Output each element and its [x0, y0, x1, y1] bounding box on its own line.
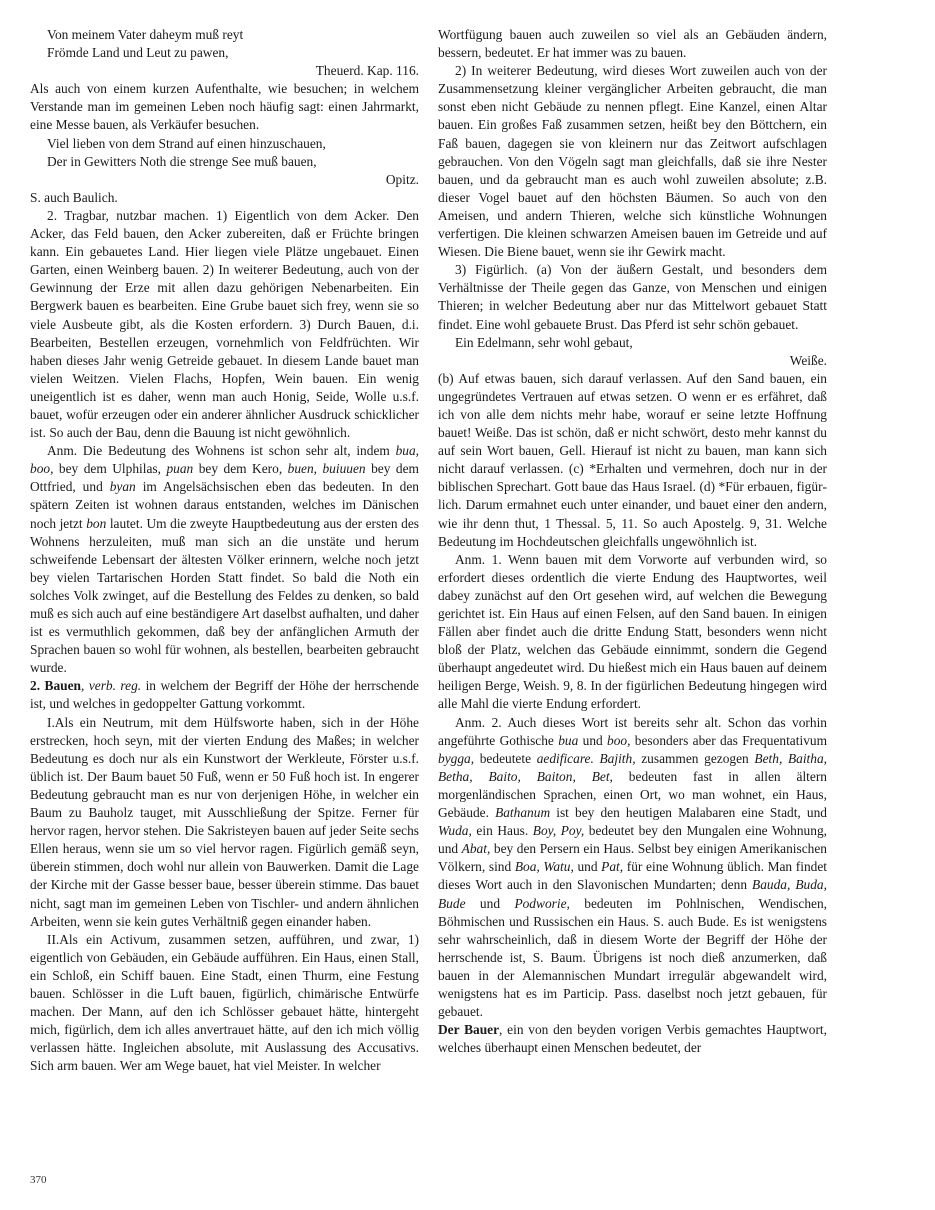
paragraph: Wortfügung bauen auch zuweilen so viel als an Gebäuden ändern, bessern, bedeutet. Er hat immer was zu bauen.	[438, 27, 827, 61]
verse-line: Viel lieben von dem Strand auf einen hinzuschauen,	[47, 135, 326, 151]
italic-term: Beth, Baitha, Betha, Baito, Baiton, Bet,	[438, 750, 827, 784]
entry-headword: 2. Bauen	[30, 678, 81, 694]
italic-term: byan	[109, 479, 136, 495]
verse-line: Frömde Land und Leut zu pawen,	[47, 45, 229, 61]
italic-term: puan	[166, 461, 194, 477]
italic-term: Boa, Watu,	[514, 859, 574, 875]
paragraph: 2) In weiterer Bedeutung, wird dieses Wort zuweilen auch von der Zusammensetzung kleiner vergänglicher Arbeiten gebraucht, die man sonst eben nicht Gebäude zu nennen pflegt. Eine Kanzel, einen Altar bauen. Ein großes Faß zusammen setzen, heißt bey den Böttchern, ein Faß bauen, dagegen sie von kleinern nur das Zeitwort aufschlagen gebrauchen. Von den Vögeln sagt man gleichfalls, daß sie ihre Nester bauen, und da gebraucht man es auch wohl zuweilen absolute; z.B. dieser Vogel bauet auf den höchsten Bäumen. So auch von den Ameisen, und andern Thieren, welche sich künstliche Wohnungen verfertigen. Die kleinen schwarzen Ameisen bauen im Getreide und auf Wiesen. Die Biene bauet, wenn sie ihr Gewirk macht.	[438, 63, 827, 260]
quote-source: Weiße.	[789, 352, 827, 368]
quote-source: Opitz.	[385, 171, 419, 187]
entry-paragraph	[438, 1021, 827, 1057]
text-run: und	[573, 859, 602, 875]
text-run: ,	[80, 678, 89, 694]
entry-headword: Der Bauer	[438, 1022, 500, 1038]
quote-source: Theuerd. Kap. 116.	[315, 63, 419, 79]
text-run: bey den Persern ein Haus. Selbst bey einigen Amerikanischen Völkern, sind	[438, 841, 828, 875]
text-run: ein Haus.	[471, 823, 533, 839]
entry-paragraph	[30, 677, 419, 713]
text-run: im Angelsächsischen eben das bedeuten. In den spätern Zeiten ist wohnen daraus entstanden, welches im Dänischen noch jetzt	[30, 479, 419, 531]
text-run: ist bey den heutigen Malabaren eine Stadt, und	[550, 805, 827, 821]
italic-term: Boy, Poy,	[532, 823, 585, 839]
italic-term: Bathanum	[495, 805, 551, 821]
text-run: zusammen gezogen	[635, 750, 755, 766]
right-column	[438, 26, 827, 1057]
italic-term: bon	[86, 515, 107, 531]
paragraph-annotation	[30, 442, 419, 677]
text-run: für eine Wohnung üblich. Man findet dieses Wort auch in den Slavonischen Mundarten; denn	[438, 859, 827, 893]
italic-term: boo,	[607, 732, 631, 748]
paragraph: 3) Figürlich. (a) Von der äußern Gestalt, und besonders dem Verhältnisse der Theile gegen das Ganze, von Menschen und einigen Thieren; in welcher Bedeutung aber nur das Mittelwort gebauet Statt findet. Eine wohl gebauete Brust. Das Pferd ist sehr schön gebauet.	[438, 262, 827, 332]
italic-term: bua, boo,	[30, 443, 419, 477]
text-run: lautet. Um die zweyte Hauptbedeutung aus der ersten des Wohnens herzuleiten, muß man sich an die unstäte und herum schweifende Lebensart der ältesten Völker erinnern, welche noch jetzt bey vielen Tartarischen Horden Statt findet. So bald die Noth ein solches Volk zwinget, auf die Bestellung des Feldes zu denken, so bald muß es sich auch auf eine beständigere Art daselbst aufhalten, und daher ist es vermuthlich gekommen, daß bey der anfänglichen Armuth der Sprachen bauen so wohl für wohnen, als bestellen, bearbeiten gebraucht wurde.	[30, 515, 419, 676]
text-run: bedeuten im Pohlnischen, Wendischen, Böhmischen und Russischen ein Haus. S. auch Bude. Es ist wenigstens sehr wahrscheinlich, daß in diesem Worte der Begriff der Höhe der herrschende ist, S. Baum. Übrigens ist noch dieß anzumerken, daß bauen in der Alemannischen Mundart irregulär abgewandelt wird, wenigstens hat es im Particip. Pass. daselbst noch jetzt gebauen, für gebauet.	[438, 895, 828, 1020]
text-run: Anm. 2. Auch dieses Wort ist bereits sehr alt. Schon das vorhin angeführte Gothische	[438, 714, 827, 748]
paragraph: I.Als ein Neutrum, mit dem Hülfsworte haben, sich in der Höhe erstrecken, hoch seyn, mit der vierten Endung des Maßes; in welcher Bedeutung es doch nur als ein Kunstwort der Werkleute, Förster u.s.f. üblich ist. Der Baum bauet 50 Fuß, wenn er 50 Fuß hoch ist. In engerer Bedeutung gebraucht man es nur von derjenigen Höhe, in welcher ein Baum zu Bauholz tauget, mit Ausschließung der Spitze. Ferner für hervor ragen, hervor stehen. Die Sakristeyen bauen auf jeder Seite sechs Ellen heraus, wenn sie um so viel hervor ragen. Figürlich gemäß seyn, überein stimmen, doch wohl nur allein von Bauwerken. Damit die Lage der Kirche mit der Gasse besser baue, besser überein stimme. Das bauet nicht, sagt man im gemeinen Leben von Tischler- und andern ähnlichen Arbeiten, wenn sie kein gutes Verhältniß gegen einander haben.	[30, 714, 419, 929]
verse-line: Ein Edelmann, sehr wohl gebaut,	[455, 334, 633, 350]
verse-line: Von meinem Vater daheym muß reyt	[47, 27, 244, 42]
text-run: bey dem Ulphilas,	[53, 461, 167, 477]
italic-term: bua	[558, 732, 579, 748]
italic-term: Podworie,	[514, 895, 570, 911]
text-run: bey dem Kero,	[193, 461, 288, 477]
paragraph: S. auch Baulich.	[30, 189, 118, 205]
italic-term: aedificare. Bajith,	[536, 750, 636, 766]
text-run: , ein von den beyden vorigen Verbis gemachtes Hauptwort, welches überhaupt einen Menschen bedeutet, der	[438, 1022, 827, 1056]
text-run: und	[578, 732, 608, 748]
paragraph: Anm. 1. Wenn bauen mit dem Vorworte auf verbunden wird, so erfordert dieses ordentlich die vierte Endung des Hauptwortes, weil dabey zunächst auf den Ort gesehen wird, auf welchen die Bewegung gerichtet ist. Ein Haus auf einen Felsen, auf den Sand bauen. In einigen Fällen aber findet auch die dritte Endung Statt, besonders wenn nicht bloß der Platz, welchen das Gebäude einnimmt, sondern die Gegend überhaupt angedeutet wird. Du hießest mich ein Haus bauen auf deinem heiligen Berge, Weish. 9, 8. In der figürlichen Bedeutung hingegen wird alle Mahl die vierte Endung erfordert.	[438, 551, 827, 712]
paragraph: 2. Tragbar, nutzbar machen. 1) Eigentlich von dem Acker. Den Acker, das Feld bauen, den Acker zubereiten, daß er Früchte bringen kann. Ein gebauetes Land. Hier liegen viele Plätze ungebauet. Einen Garten, einen Weinberg bauen. 2) In weiterer Bedeutung, auch von der Gewinnung der Erze mit allen dazu gehörigen Nebenarbeiten. Ein Bergwerk bauen es bearbeiten. Eine Grube bauet sich frey, wenn sie so viele Ausbeute gibt, als die Kosten erfordern. 3) Durch Bauen, d.i. Bearbeiten, Bestellen erzeugen, vornehmlich von Feldfrüchten. Wir haben dieses Jahr wenig Getreide gebauet. In diesem Lande bauet man vielen Weitzen. Vielen Flachs, Hopfen, Wein bauen. Ein wenig uneigentlich ist es daher, wenn man auch Honig, Seide, Wolle u.s.f. bauet, wofür erzeugen oder ein anderer ähnlicher Ausdruck schicklicher ist. So auch der Bau, denn die Bauung ist nicht gewöhnlich.	[30, 207, 419, 441]
paragraph: Als auch von einem kurzen Aufenthalte, wie besuchen; in welchem Verstande man im gemeinen Leben noch häufig sagt: einen Jahrmarkt, eine Messe bauen, als Verkäufer besuchen.	[30, 81, 419, 133]
paragraph: II.Als ein Activum, zusammen setzen, aufführen, und zwar, 1) eigentlich von Gebäuden, ein Gebäude aufführen. Ein Haus, einen Stall, ein Schloß, ein Schiff bauen. Eine Stadt, einen Thurm, eine Festung bauen. Schlösser in die Luft bauen, figürlich, chimärische Entwürfe machen. Der Mann, auf den ich Schlösser gebauet hätte, hintergeht mich, figürlich, dem ich alles anvertrauet hätte, auf den ich mich völlig verlassen hätte. Ingleichen absolute, mit Auslassung des Accusativs. Sich arm bauen. Wer am Wege bauet, hat viel Meister. In welcher	[30, 931, 419, 1074]
italic-term: Abat,	[461, 841, 491, 857]
italic-term: verb. reg.	[88, 678, 142, 694]
page-number: 370	[30, 1174, 47, 1186]
italic-term: Wuda,	[438, 823, 472, 839]
text-run: bey dem Ottfried, und	[30, 461, 419, 495]
text-run: bedeuten fast in allen ältern morgenländischen Sprachen, einen Ort, wo man wohnet, ein Haus, Gebäude.	[438, 768, 828, 821]
italic-term: bygga,	[438, 750, 475, 766]
text-run: Anm. Die Bedeutung des Wohnens ist schon sehr alt, indem	[47, 443, 396, 459]
left-column	[30, 26, 419, 1075]
paragraph: (b) Auf etwas bauen, sich darauf verlassen. Auf den Sand bauen, ein ungegründetes Vertrauen auf etwas setzen. O wenn er es erfähret, daß ich von alle dem nichts mehr habe, worauf er seine letzte Hoffnung bauet! Weiße. Das ist schön, daß er nicht schwört, desto mehr kannst du auf sein Wort bauen, Gell. Hierauf ist nicht zu bauen, man kann sich nicht darauf verlassen. (c) *Erhalten und vermehren, doch nur in der biblischen Sprechart. Gott baue das Haus Israel. (d) *Für erbauen, figürlich. Darum ermahnet euch unter einander, und bauet einer den andern, wie ihr denn thut, 1 Thessal. 5, 11. So auch Apostelg. 9, 31. Welche Bedeutung im Hochdeutschen gleichfalls ungewöhnlich ist.	[438, 370, 827, 549]
text-run: bedeutete	[474, 750, 537, 766]
text-run: in welchem der Begriff der Höhe der herrschende ist, und welches in gedoppelter Gattung vorkommt.	[30, 678, 420, 712]
paragraph-annotation	[438, 714, 827, 1022]
text-run: und	[465, 895, 515, 911]
text-run: besonders aber das Frequentativum	[630, 732, 827, 748]
italic-term: Pat,	[601, 859, 624, 875]
italic-term: buen, buiuuen	[287, 461, 366, 477]
text-run: bedeutet bey den Mungalen eine Wohnung, und	[438, 823, 827, 857]
verse-line: Der in Gewitters Noth die strenge See muß bauen,	[47, 153, 317, 169]
italic-term: Bauda, Buda, Bude	[438, 877, 827, 911]
